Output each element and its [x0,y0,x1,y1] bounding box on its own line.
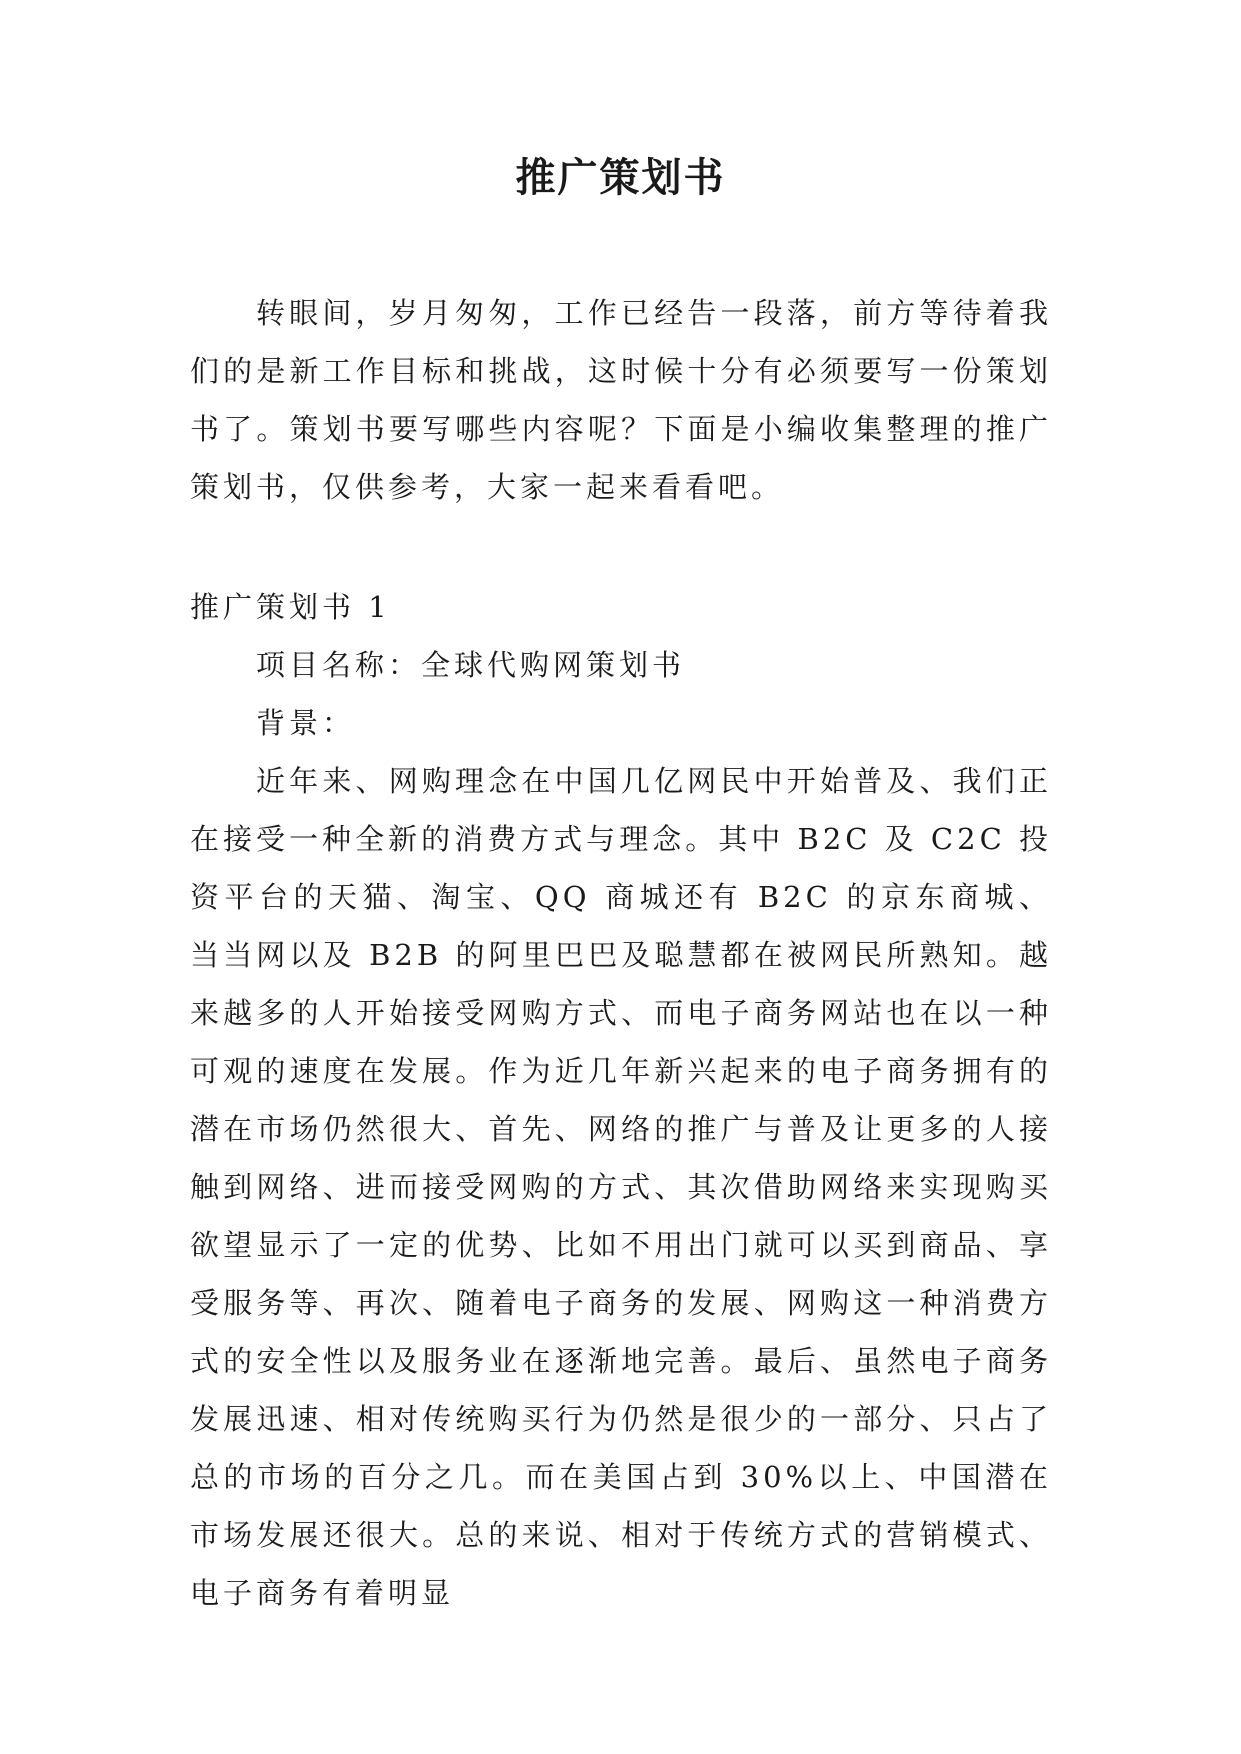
section-heading: 推广策划书 1 [190,590,391,624]
background-label: 背景： [256,706,356,740]
intro-paragraph: 转眼间，岁月匆匆，工作已经告一段落，前方等待着我们的是新工作目标和挑战，这时候十分有必须要写一份策划书了。策划书要写哪些内容呢？下面是小编收集整理的推广策划书，仅供参考，大家一起来看看吧。 [190,296,1052,504]
background-paragraph: 近年来、网购理念在中国几亿网民中开始普及、我们正在接受一种全新的消费方式与理念。其中 B2C 及 C2C 投资平台的天猫、淘宝、QQ 商城还有 B2C 的京东商城、当当网以及 B2B 的阿里巴巴及聪慧都在被网民所熟知。越来越多的人开始接受网购方式、而电子商务网站也在以一种可观的速度在发展。作为近几年新兴起来的电子商务拥有的潜在市场仍然很大、首先、网络的推广与普及让更多的人接触到网络、进而接受网购的方式、其次借助网络来实现购买欲望显示了一定的优势、比如不用出门就可以买到商品、享受服务等、再次、随着电子商务的发展、网购这一种消费方式的安全性以及服务业在逐渐地完善。最后、虽然电子商务发展迅速、相对传统购买行为仍然是很少的一部分、只占了总的市场的百分之几。而在美国占到 30%以上、中国潜在市场发展还很大。总的来说、相对于传统方式的营销模式、电子商务有着明显 [190,764,1052,1610]
document-title: 推广策划书 [515,154,726,201]
project-name-line: 项目名称：全球代购网策划书 [256,648,686,682]
